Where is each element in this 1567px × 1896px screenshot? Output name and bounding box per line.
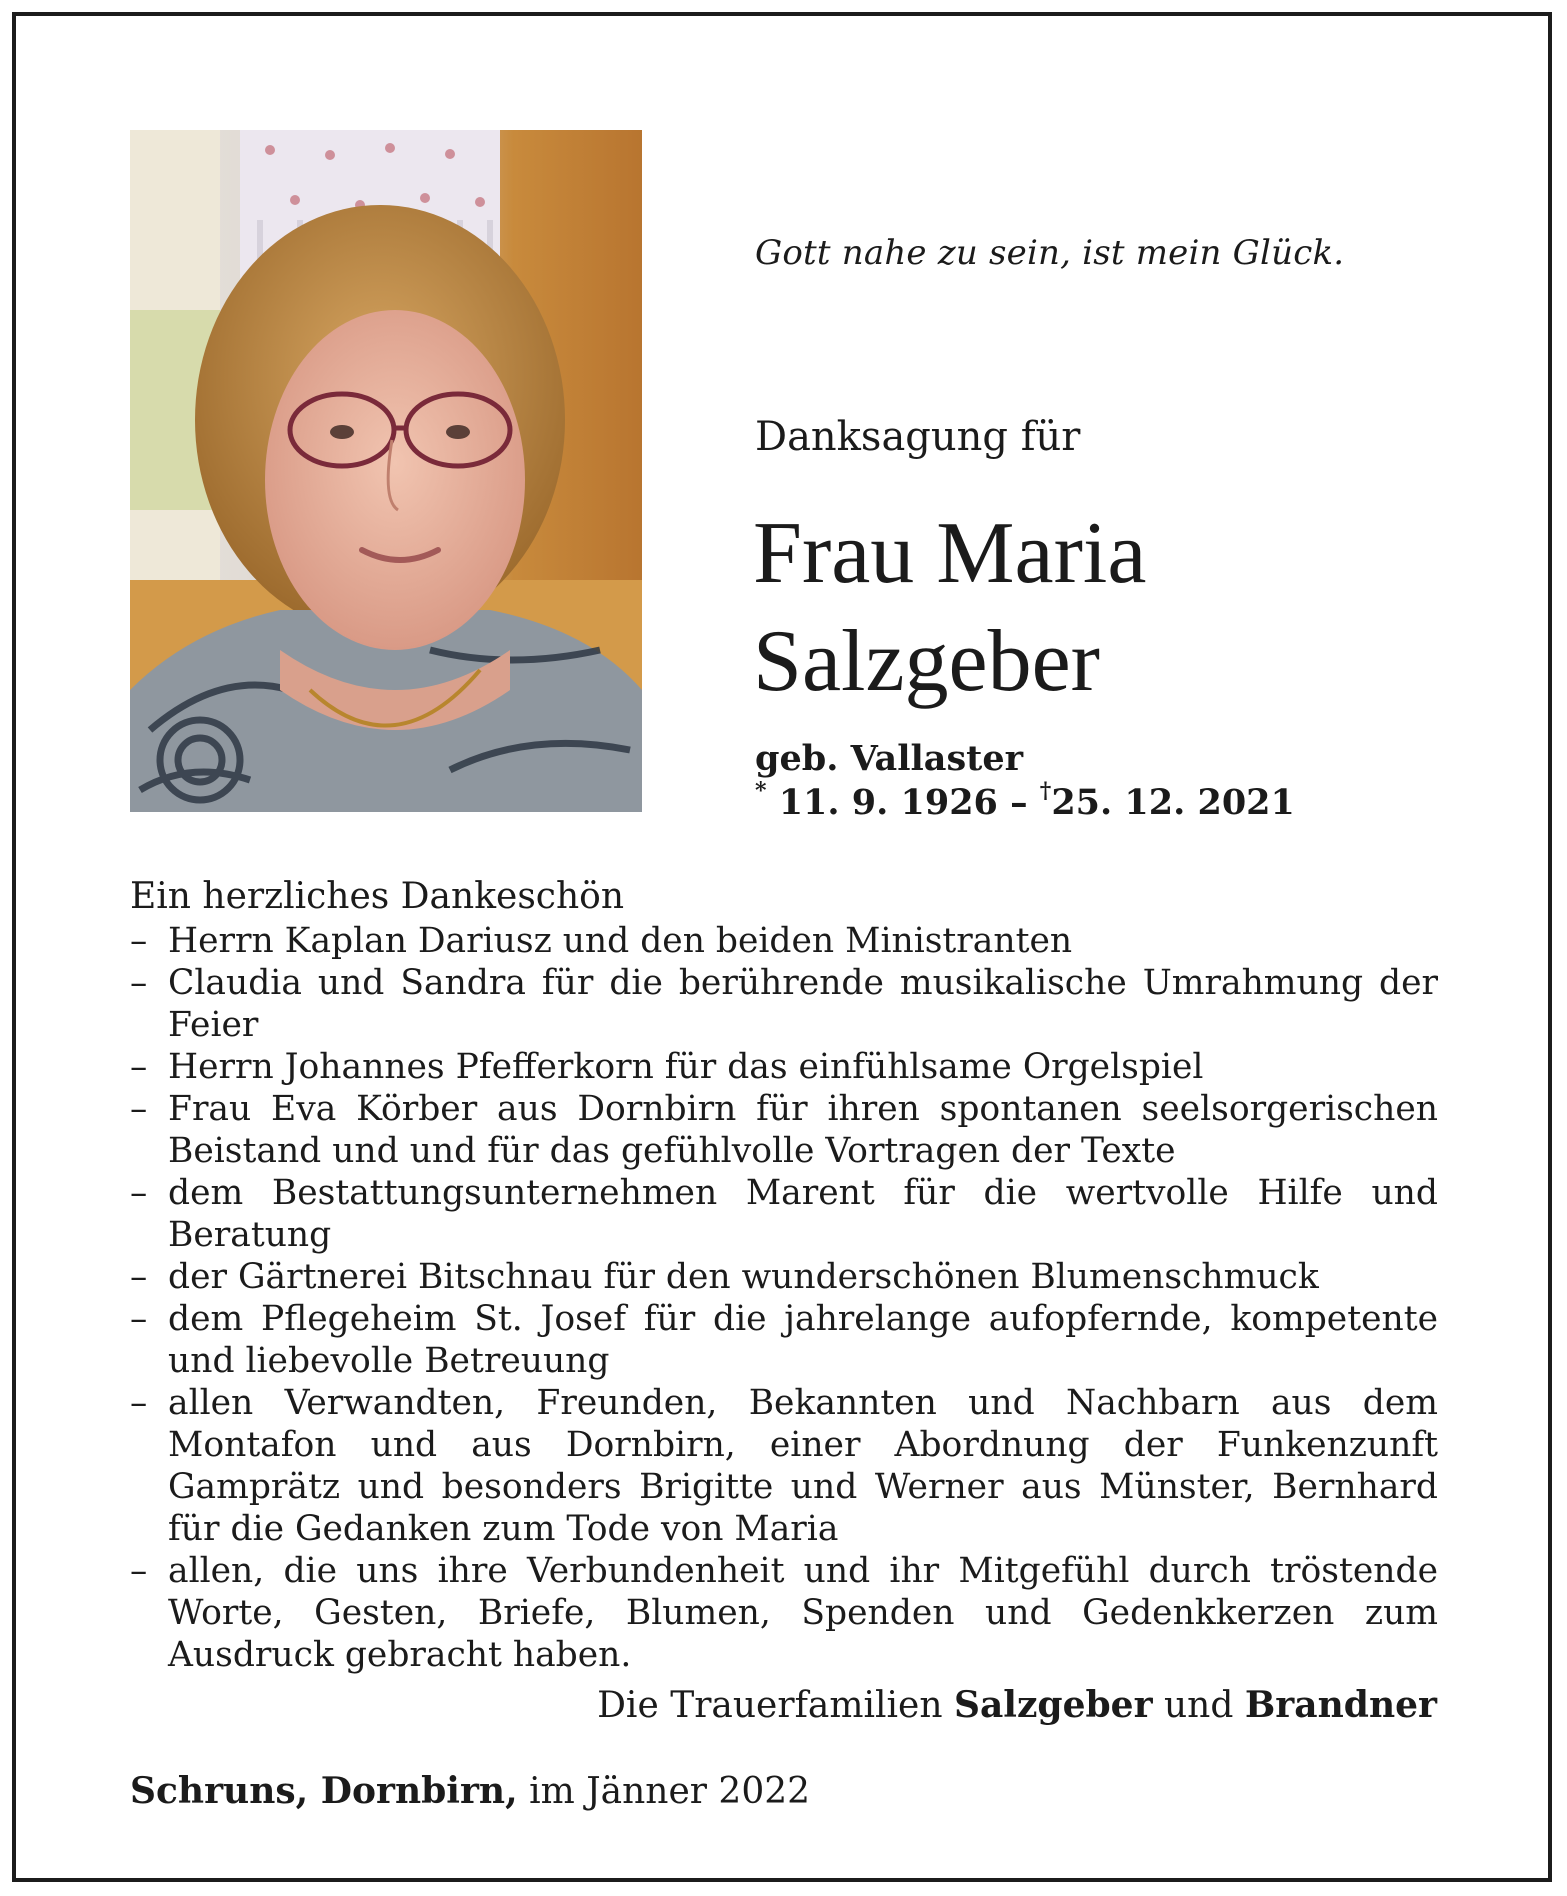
place-date — [130, 1770, 810, 1812]
deceased-name — [753, 500, 1146, 716]
list-item: – Herrn Kaplan Dariusz und den beiden Ministranten — [130, 920, 1438, 962]
list-item: – Herrn Johannes Pfefferkorn für das einfühlsame Orgelspiel — [130, 1046, 1438, 1088]
death-date: 25. 12. 2021 — [1051, 782, 1295, 823]
family-name-1: Salzgeber — [953, 1684, 1153, 1726]
list-item: – allen, die uns ihre Verbundenheit und ihr Mitgefühl durch tröstende Worte, Gesten, Briefe, Blumen, Spenden und Gedenkkerzen zum Ausdruck gebracht haben. — [130, 1550, 1438, 1676]
place-locations: Schruns, Dornbirn, — [130, 1770, 518, 1812]
list-item: – dem Pflegeheim St. Josef für die jahrelange aufopfernde, kompetente und liebevolle Betreuung — [130, 1298, 1438, 1382]
list-item: – der Gärtnerei Bitschnau für den wunderschönen Blumenschmuck — [130, 1256, 1438, 1298]
thanks-intro: Ein herzliches Dankeschön — [130, 876, 624, 917]
place-date-text: im Jänner 2022 — [529, 1771, 811, 1812]
life-dates — [755, 778, 1295, 823]
list-item: – allen Verwandten, Freunden, Bekannten und Nachbarn aus dem Montafon und aus Dornbirn, einer Abordnung der Funkenzunft Gamprätz und besonders Brigitte und Werner aus Münster, Bernhard für die Gedanken zum Tode von Maria — [130, 1382, 1438, 1550]
birth-date: 11. 9. 1926 — [778, 782, 998, 823]
date-separator: – — [1010, 782, 1028, 823]
death-symbol: † — [1039, 778, 1052, 804]
list-item: – Claudia und Sandra für die berührende musikalische Umrahmung der Feier — [130, 962, 1438, 1046]
name-line-2: Salzgeber — [753, 613, 1100, 710]
list-item: – Frau Eva Körber aus Dornbirn für ihren spontanen seelsorgerischen Beistand und und für das gefühlvolle Vortragen der Texte — [130, 1088, 1438, 1172]
name-line-1: Frau Maria — [753, 505, 1147, 602]
signature-conjunction: und — [1164, 1685, 1234, 1726]
portrait-photo — [130, 130, 642, 812]
list-item: – dem Bestattungsunternehmen Marent für die wertvolle Hilfe und Beratung — [130, 1172, 1438, 1256]
motto: Gott nahe zu sein, ist mein Glück. — [755, 233, 1345, 273]
family-name-2: Brandner — [1244, 1684, 1437, 1726]
maiden-name: geb. Vallaster — [755, 738, 1024, 779]
portrait-image — [130, 130, 642, 812]
signature — [597, 1684, 1437, 1726]
thanks-list — [130, 920, 1438, 1676]
heading: Danksagung für — [755, 414, 1081, 460]
signature-prefix: Die Trauerfamilien — [597, 1685, 943, 1726]
birth-symbol: * — [755, 778, 767, 804]
